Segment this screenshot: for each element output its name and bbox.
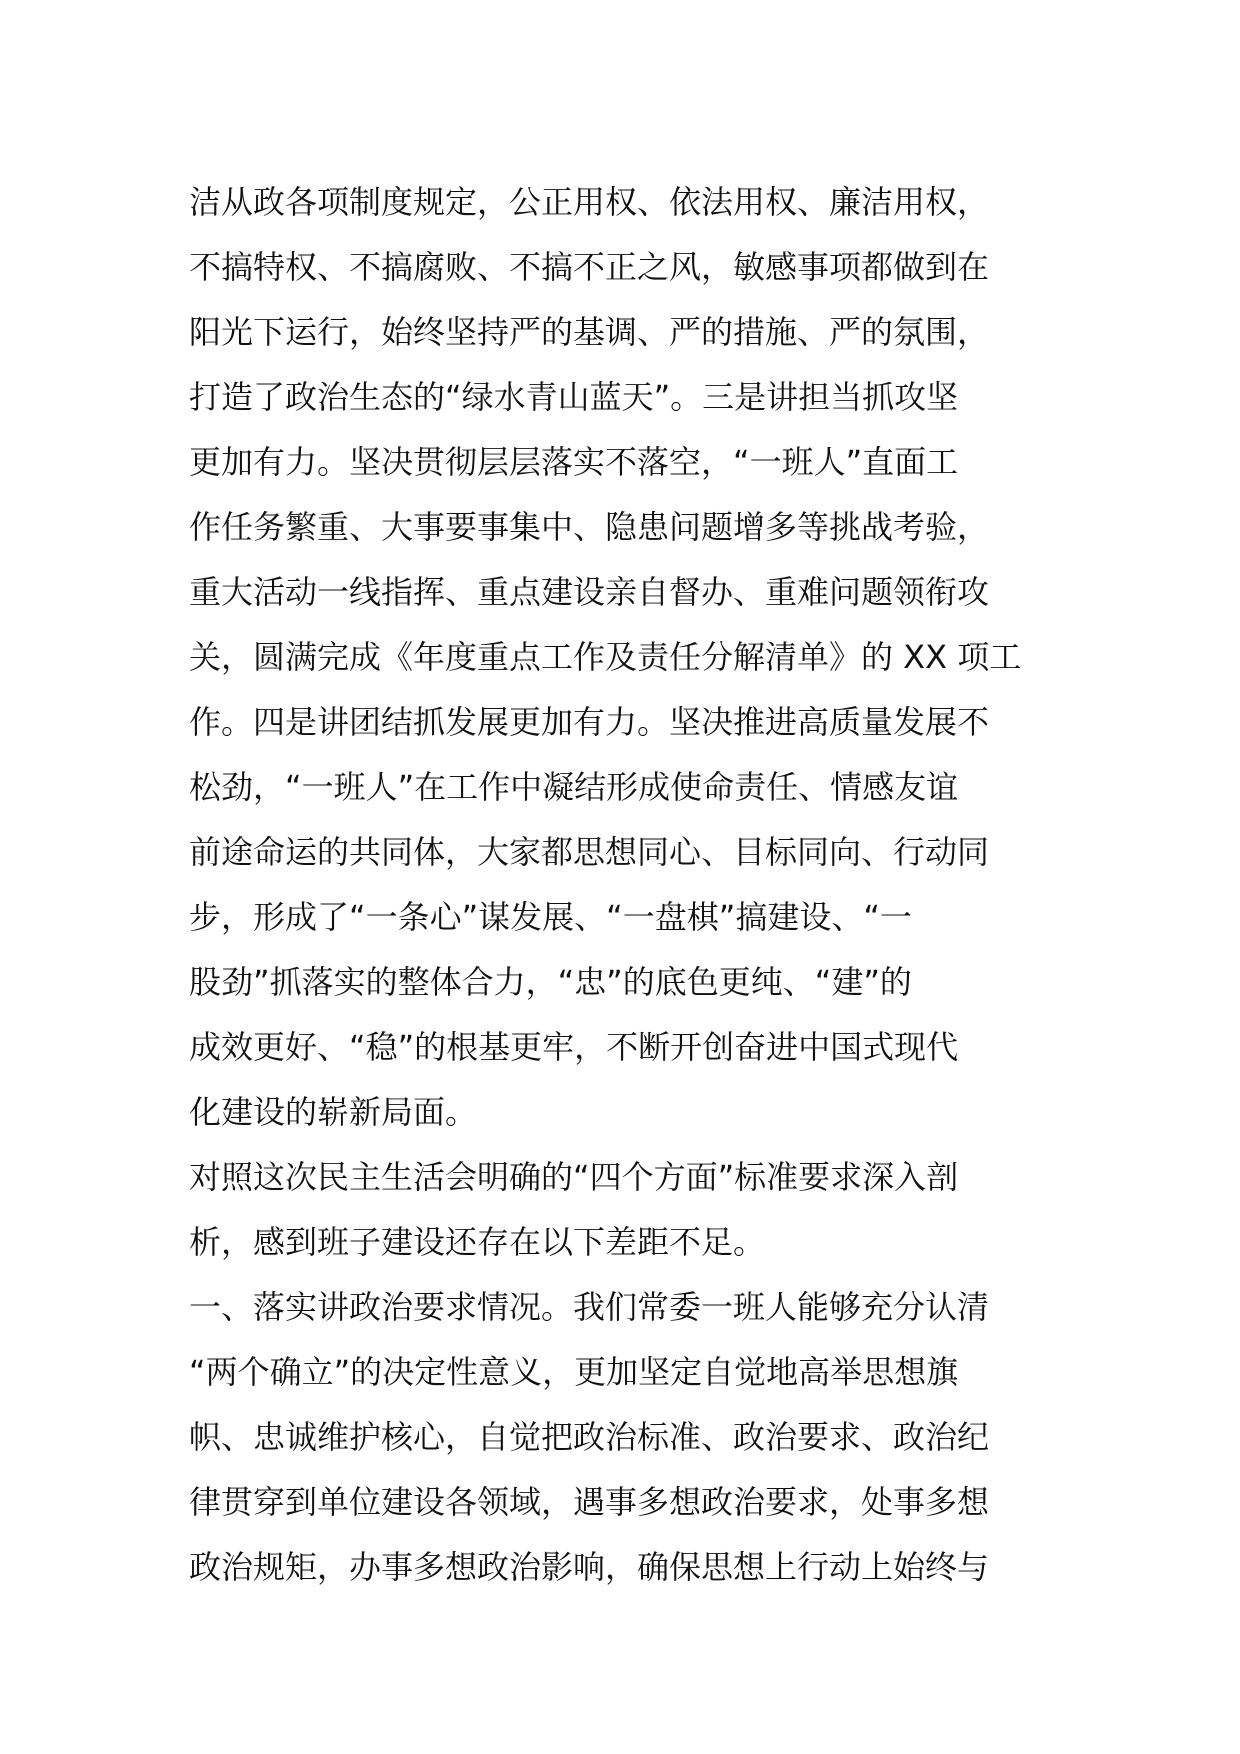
text-line: 步，形成了“一条心”谋发展、“一盘棋”搞建设、“一 [189,898,912,936]
text-line: 更加有力。坚决贯彻层层落实不落空，“一班人”直面工 [189,443,959,481]
text-line: 重大活动一线指挥、重点建设亲自督办、重难问题领衔攻 [189,573,990,611]
text-line: 化建设的崭新局面。 [189,1093,478,1131]
text-line: 关，圆满完成《年度重点工作及责任分解清单》的 XX 项工 [189,638,1022,676]
text-line: 松劲，“一班人”在工作中凝结形成使命责任、情感友谊 [189,768,959,806]
body-text [189,170,1059,1600]
text-line: 股劲”抓落实的整体合力，“忠”的底色更纯、“建”的 [189,963,912,1001]
text-line: 洁从政各项制度规定，公正用权、依法用权、廉洁用权， [189,183,990,221]
text-line: 作任务繁重、大事要事集中、隐患问题增多等挑战考验， [189,508,990,546]
text-line: 一、落实讲政治要求情况。我们常委一班人能够充分认清 [189,1288,990,1326]
text-line: 前途命运的共同体，大家都思想同心、目标同向、行动同 [189,833,990,871]
text-line: “两个确立”的决定性意义，更加坚定自觉地高举思想旗 [189,1353,959,1391]
text-line: 对照这次民主生活会明确的“四个方面”标准要求深入剖 [189,1158,959,1196]
text-line: 政治规矩，办事多想政治影响，确保思想上行动上始终与 [189,1548,990,1586]
text-line: 成效更好、“稳”的根基更牢，不断开创奋进中国式现代 [189,1028,959,1066]
text-line: 律贯穿到单位建设各领域，遇事多想政治要求，处事多想 [189,1483,990,1521]
text-line: 析，感到班子建设还存在以下差距不足。 [189,1223,766,1261]
text-line: 作。四是讲团结抓发展更加有力。坚决推进高质量发展不 [189,703,990,741]
text-line: 打造了政治生态的“绿水青山蓝天”。三是讲担当抓攻坚 [189,378,959,416]
text-line: 不搞特权、不搞腐败、不搞不正之风，敏感事项都做到在 [189,248,990,286]
text-line: 阳光下运行，始终坚持严的基调、严的措施、严的氛围， [189,313,990,351]
text-line: 帜、忠诚维护核心，自觉把政治标准、政治要求、政治纪 [189,1418,990,1456]
